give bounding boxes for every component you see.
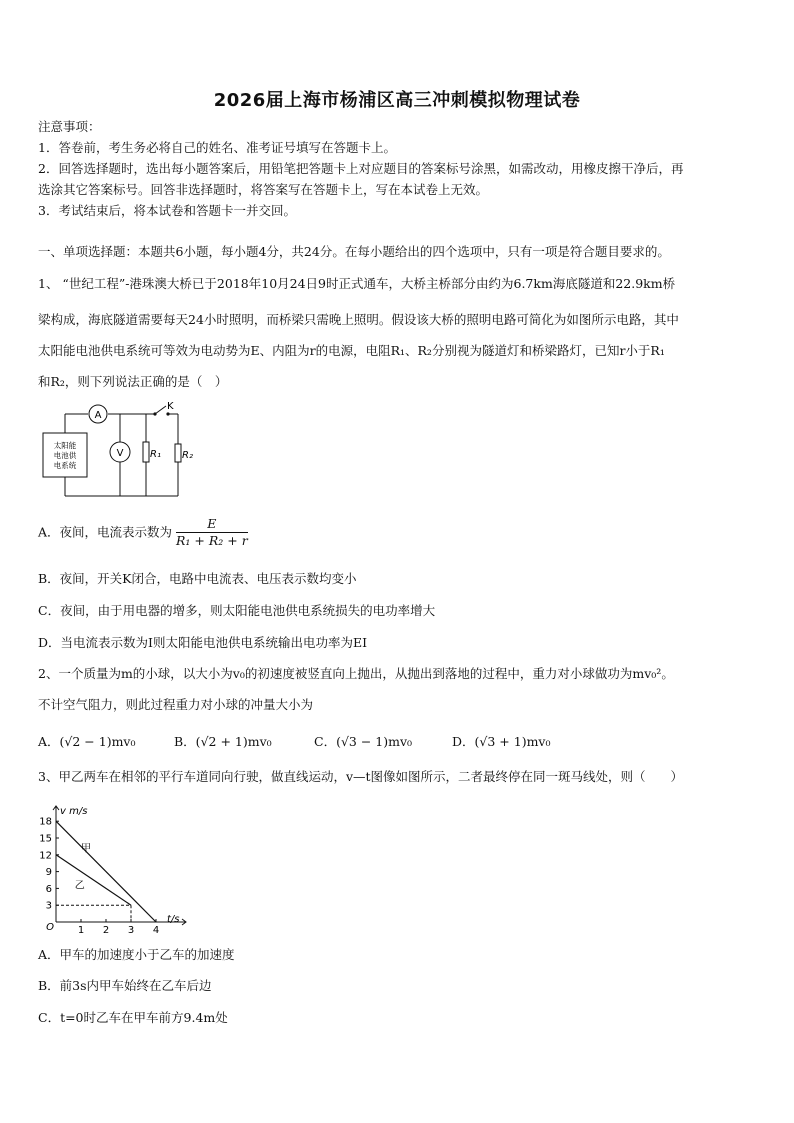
note-item: 选涂其它答案标号。回答非选择题时，将答案写在答题卡上，写在本试卷上无效。 — [38, 182, 489, 197]
q1-option-a-prefix: A．夜间，电流表示数为 — [38, 524, 173, 540]
q2-option-a: A．(√2 − 1)mv₀ — [38, 734, 136, 749]
vt-graph — [36, 800, 196, 936]
series-label-yi: 乙 — [74, 880, 85, 892]
q1-option-b: B．夜间，开关K闭合，电路中电流表、电压表示数均变小 — [38, 571, 357, 586]
y-axis-label: v m/s — [60, 806, 88, 817]
y-tick-label: 18 — [39, 816, 52, 828]
fraction-numerator: E — [176, 516, 248, 533]
q2-stem: 不计空气阻力，则此过程重力对小球的冲量大小为 — [38, 697, 314, 712]
q1-stem: 和R₂，则下列说法正确的是（ ） — [38, 374, 228, 389]
ammeter-label: A — [94, 410, 102, 421]
resistor-r2 — [175, 444, 181, 462]
q3-option-b: B．前3s内甲车始终在乙车后边 — [38, 978, 212, 993]
series-line-yi — [56, 855, 131, 905]
r2-label: R₂ — [182, 450, 193, 461]
page-title: 2026届上海市杨浦区高三冲刺模拟物理试卷 — [213, 90, 581, 111]
box-label: 太阳能 — [53, 441, 77, 450]
x-tick-label: 1 — [77, 925, 85, 936]
x-tick-label: 4 — [152, 925, 160, 936]
q1-option-a-fraction — [176, 516, 248, 549]
y-tick-label: 9 — [45, 867, 52, 879]
series-line-jia — [56, 821, 156, 922]
origin-label: O — [46, 922, 54, 933]
resistor-r1 — [143, 442, 149, 462]
q1-stem: 1、 “世纪工程”-港珠澳大桥已于2018年10月24日9时正式通车，大桥主桥部分由约为6.7km海底隧道和22.9km桥 — [38, 276, 676, 291]
series-label-jia: 甲 — [81, 843, 91, 855]
note-item: 1．答卷前，考生务必将自己的姓名、准考证号填写在答题卡上。 — [38, 140, 396, 155]
q1-option-c: C．夜间，由于用电器的增多，则太阳能电池供电系统损失的电功率增大 — [38, 603, 436, 618]
box-label: 电池供 — [53, 451, 77, 460]
r1-label: R₁ — [150, 449, 161, 460]
q3-option-c: C．t=0时乙车在甲车前方9.4m处 — [38, 1010, 228, 1025]
q2-option-d: D．(√3 + 1)mv₀ — [452, 734, 551, 749]
q2-option-b: B．(√2 + 1)mv₀ — [174, 734, 272, 749]
q1-stem: 太阳能电池供电系统可等效为电动势为E、内阻为r的电源，电阻R₁、R₂分别视为隧道灯和桥梁路灯，已知r小于R₁ — [38, 343, 665, 358]
note-item: 3．考试结束后，将本试卷和答题卡一并交回。 — [38, 203, 296, 218]
y-tick-label: 6 — [45, 883, 52, 895]
q1-option-d: D．当电流表示数为I则太阳能电池供电系统输出电功率为EI — [38, 635, 368, 650]
fraction-denominator: R₁ + R₂ + r — [176, 533, 248, 548]
y-tick-label: 3 — [45, 900, 52, 912]
note-item: 2．回答选择题时，选出每小题答案后，用铅笔把答题卡上对应题目的答案标号涂黑，如需改动，用橡皮擦干净后，再 — [38, 161, 684, 176]
notes-heading: 注意事项： — [38, 119, 101, 134]
q3-option-a: A．甲车的加速度小于乙车的加速度 — [38, 947, 235, 962]
q1-option-a — [38, 516, 758, 549]
circuit-diagram — [38, 400, 198, 500]
x-axis-label: t/s — [167, 914, 180, 925]
q3-stem: 3、甲乙两车在相邻的平行车道同向行驶，做直线运动，v—t图像如图所示，二者最终停在同一斑马线处，则（ ） — [38, 769, 684, 784]
x-tick-label: 2 — [102, 925, 110, 936]
y-tick-label: 12 — [39, 850, 52, 862]
section-heading: 一、单项选择题：本题共6小题，每小题4分，共24分。在每小题给出的四个选项中，只有一项是符合题目要求的。 — [38, 244, 670, 259]
q2-stem: 2、一个质量为m的小球，以大小为v₀的初速度被竖直向上抛出，从抛出到落地的过程中，重力对小球做功为mv₀²。 — [38, 666, 674, 681]
box-label: 电系统 — [53, 461, 77, 470]
x-tick-label: 3 — [127, 925, 135, 936]
q1-stem: 梁构成，海底隧道需要每天24小时照明，而桥梁只需晚上照明。假设该大桥的照明电路可简化为如图所示电路，其中 — [38, 312, 679, 327]
switch-label: K — [167, 401, 174, 412]
q2-option-c: C．(√3 − 1)mv₀ — [314, 734, 413, 749]
y-tick-label: 15 — [39, 833, 52, 845]
voltmeter-label: V — [116, 448, 124, 459]
